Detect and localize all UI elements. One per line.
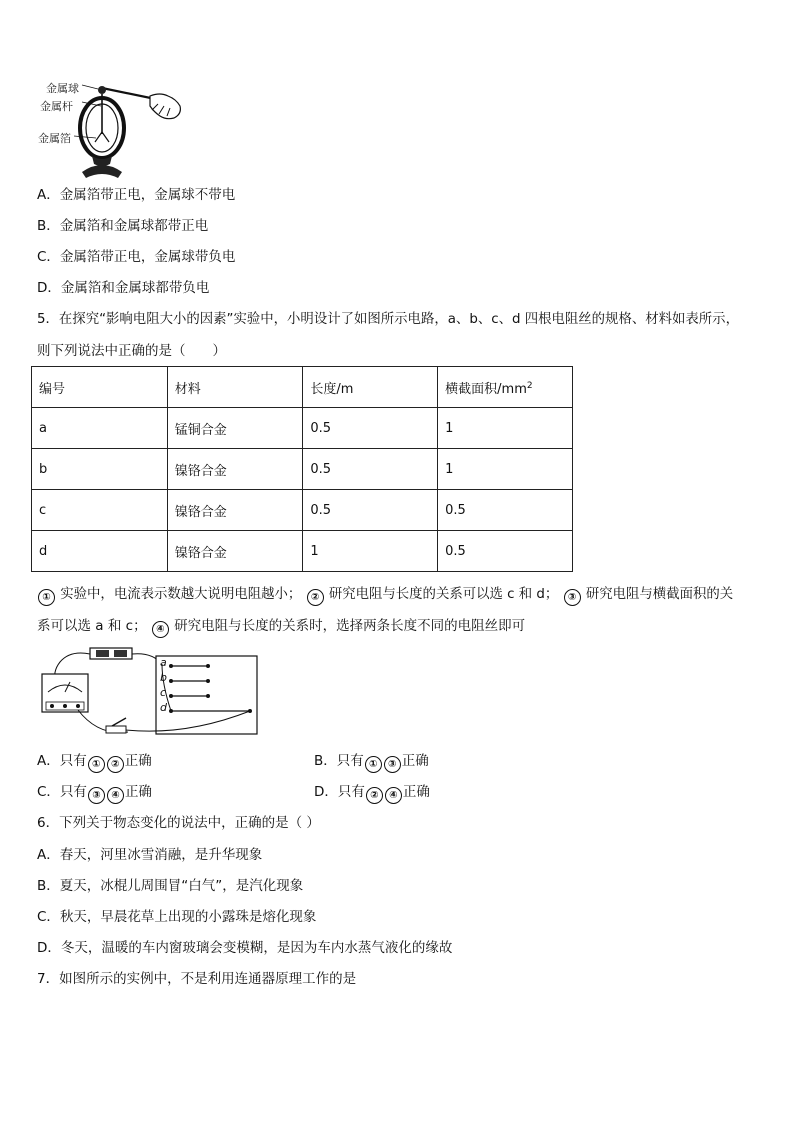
q6-option-a <box>37 846 262 864</box>
option-text: 金属箔带正电，金属球带负电 <box>59 249 236 265</box>
table-cell: 1 <box>438 449 573 490</box>
option-tail: 正确 <box>124 753 152 769</box>
q5-stem-line2: 则下列说法中正确的是（ ） <box>37 343 226 359</box>
option-text: 秋天，早晨花草上出现的小露珠是熔化现象 <box>59 909 317 925</box>
option-letter: C． <box>37 784 60 800</box>
table-cell: 镍铬合金 <box>167 449 303 490</box>
option-letter: D． <box>314 784 338 800</box>
circled-number: ① <box>38 589 55 606</box>
option-text: 只有 <box>59 753 87 769</box>
q5-option-a <box>37 752 152 773</box>
label-metal-rod: 金属杆 <box>40 100 73 113</box>
circled-number: ① <box>88 756 105 773</box>
q6-option-d <box>37 939 452 957</box>
circled-number: ② <box>107 756 124 773</box>
circled-number: ② <box>366 787 383 804</box>
option-text: 春天，河里冰雪消融，是升华现象 <box>59 847 263 863</box>
table-header-cell: 长度/m <box>303 367 438 408</box>
table-cell: b <box>32 449 168 490</box>
label-metal-foil: 金属箔 <box>38 132 71 145</box>
option-letter: A． <box>37 187 60 203</box>
q7-stem: 7．如图所示的实例中，不是利用连通器原理工作的是 <box>37 971 357 987</box>
table-header-row <box>32 367 573 408</box>
option-letter: B． <box>314 753 337 769</box>
circled-number: ③ <box>564 589 581 606</box>
table-cell: 1 <box>303 531 438 572</box>
wire-label-a: a <box>160 656 167 669</box>
table-cell: 0.5 <box>438 490 573 531</box>
table-cell: 锰铜合金 <box>167 408 303 449</box>
table-cell: 0.5 <box>303 449 438 490</box>
q5-stem-line1: 5．在探究“影响电阻大小的因素”实验中，小明设计了如图所示电路，a、b、c、d 四根电阻丝的规格、材料如表所示， <box>37 312 739 327</box>
q4-option-d <box>37 279 209 297</box>
table-row <box>32 408 573 449</box>
table-row <box>32 449 573 490</box>
q5-option-c <box>37 783 152 804</box>
wire-label-d: d <box>160 701 167 714</box>
option-letter: A． <box>37 753 60 769</box>
circled-number: ③ <box>88 787 105 804</box>
option-text: 只有 <box>336 753 364 769</box>
wire-label-b: b <box>160 671 167 684</box>
area-header-superscript: 2 <box>526 380 533 391</box>
option-tail: 正确 <box>402 784 430 800</box>
statement-text: 研究电阻与长度的关系时，选择两条长度不同的电阻丝即可 <box>174 618 526 634</box>
option-text: 冬天，温暖的车内窗玻璃会变模糊，是因为车内水蒸气液化的缘故 <box>60 940 453 956</box>
table-header-cell <box>438 367 573 408</box>
table-cell: 0.5 <box>303 490 438 531</box>
circled-number: ② <box>307 589 324 606</box>
statement-text: 系可以选 a 和 c； <box>37 618 147 634</box>
option-letter: D． <box>37 940 61 956</box>
table-cell: d <box>32 531 168 572</box>
option-text: 金属箔带正电，金属球不带电 <box>59 187 236 203</box>
circled-number: ④ <box>152 621 169 638</box>
area-header-text: 横截面积/mm <box>445 381 527 397</box>
table-cell: 镍铬合金 <box>167 490 303 531</box>
circled-number: ④ <box>107 787 124 804</box>
table-cell: 1 <box>438 408 573 449</box>
statement-text: 研究电阻与横截面积的关 <box>585 587 734 602</box>
table-row <box>32 490 573 531</box>
option-text: 金属箔和金属球都带负电 <box>60 280 210 296</box>
circled-number: ① <box>365 756 382 773</box>
statement-text: 研究电阻与长度的关系可以选 c 和 d； <box>328 587 559 602</box>
q4-option-c <box>37 248 235 266</box>
circled-number: ③ <box>384 756 401 773</box>
table-cell: c <box>32 490 168 531</box>
option-letter: D． <box>37 280 61 296</box>
label-metal-ball: 金属球 <box>46 82 79 95</box>
option-letter: B． <box>37 878 60 894</box>
table-row <box>32 531 573 572</box>
q5-statements-line2 <box>37 617 525 638</box>
circuit-figure <box>36 644 262 742</box>
wire-label-c: c <box>160 686 167 699</box>
option-text: 只有 <box>59 784 87 800</box>
q5-option-b <box>314 752 429 773</box>
option-text: 只有 <box>337 784 365 800</box>
table-cell: 0.5 <box>303 408 438 449</box>
option-letter: C． <box>37 909 60 925</box>
table-header-cell: 编号 <box>32 367 168 408</box>
q6-stem: 6．下列关于物态变化的说法中，正确的是（ ） <box>37 815 320 831</box>
option-letter: C． <box>37 249 60 265</box>
q5-statements-line1 <box>37 586 733 606</box>
q6-option-c <box>37 908 316 926</box>
option-tail: 正确 <box>401 753 429 769</box>
table-cell: a <box>32 408 168 449</box>
statement-text: 实验中，电流表示数越大说明电阻越小； <box>60 587 302 602</box>
table-cell: 镍铬合金 <box>167 531 303 572</box>
q5-option-d <box>314 783 430 804</box>
q4-option-b <box>37 217 208 235</box>
option-letter: A． <box>37 847 60 863</box>
option-tail: 正确 <box>124 784 152 800</box>
option-text: 夏天，冰棍儿周围冒“白气”，是汽化现象 <box>59 878 304 894</box>
resistance-wire-table <box>31 366 573 572</box>
option-text: 金属箔和金属球都带正电 <box>59 218 209 234</box>
q6-option-b <box>37 877 303 895</box>
q4-option-a <box>37 186 235 204</box>
table-header-cell: 材料 <box>167 367 303 408</box>
circled-number: ④ <box>385 787 402 804</box>
table-cell: 0.5 <box>438 531 573 572</box>
option-letter: B． <box>37 218 60 234</box>
